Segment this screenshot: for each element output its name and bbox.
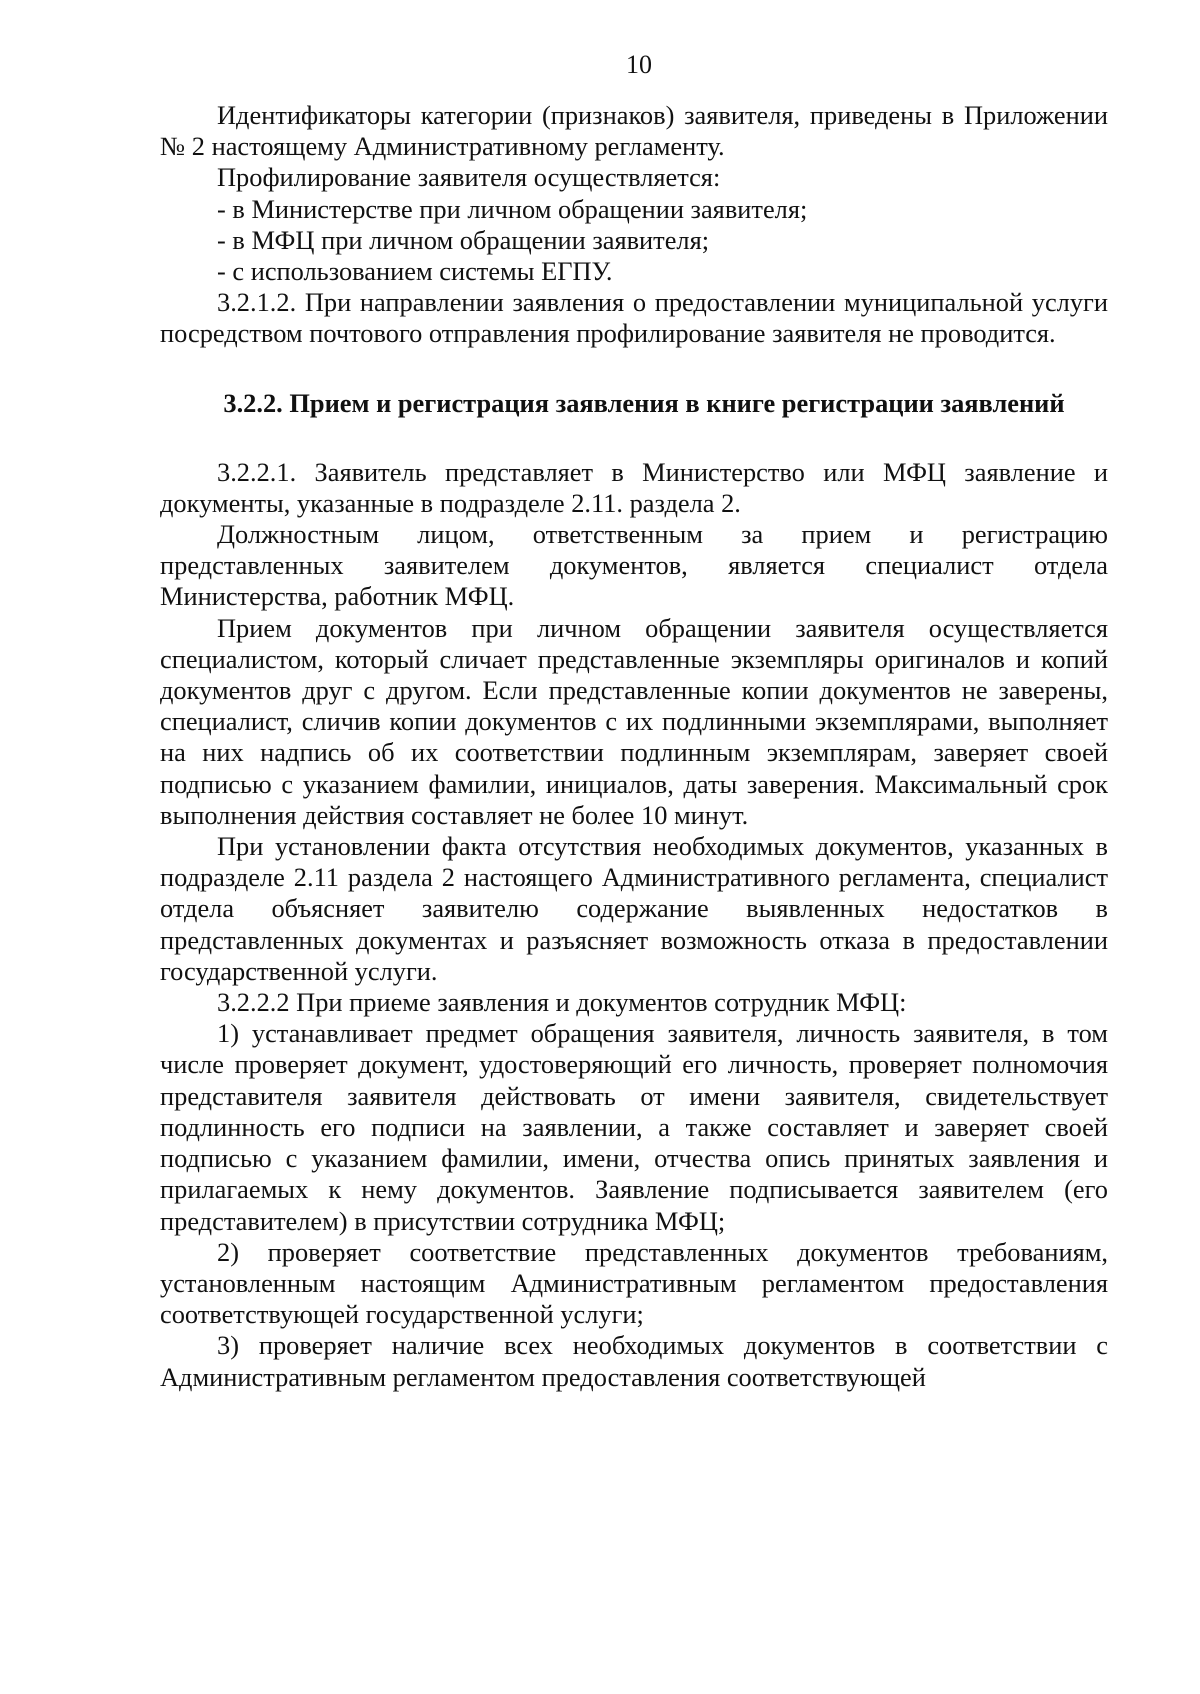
list-item-egpu: - с использованием системы ЕГПУ. [217, 256, 613, 287]
document-body [160, 100, 1108, 1393]
list-item-ministry: - в Министерстве при личном обращении заявителя; [217, 193, 808, 224]
list-item-mfc: - в МФЦ при личном обращении заявителя; [217, 224, 710, 255]
list-item-2: 2) проверяет соответствие представленных документов требованиям, установленным настоящим Административным регламентом предоставления соответствующей государственной услуги; [160, 1236, 1108, 1330]
list-item-3: 3) проверяет наличие всех необходимых документов в соответствии с Административным регламентом предоставления соответствующей [160, 1330, 1108, 1392]
paragraph-responsible-official: Должностным лицом, ответственным за прием и регистрацию представленных заявителем документов, является специалист отдела Министерства, работник МФЦ. [160, 519, 1108, 612]
list-item-1: 1) устанавливает предмет обращения заявителя, личность заявителя, в том числе проверяет документ, удостоверяющий его личность, проверяет полномочия представителя заявителя действовать от имени заявителя, свидетельствует подлинность его подписи на заявлении, а также составляет и заверяет своей подписью с указанием фамилии, имени, отчества опись принятых заявления и прилагаемых к нему документов. Заявление подписывается заявителем (его представителем) в присутствии сотрудника МФЦ; [160, 1018, 1108, 1236]
paragraph-applicant-identifiers: Идентификаторы категории (признаков) заявителя, приведены в Приложении № 2 настоящему Административному регламенту. [160, 100, 1108, 162]
paragraph-3-2-2-2: 3.2.2.2 При приеме заявления и документов сотрудник МФЦ: [217, 987, 907, 1018]
paragraph-profiling-intro: Профилирование заявителя осуществляется: [217, 162, 721, 193]
paragraph-3-2-2-1: 3.2.2.1. Заявитель представляет в Министерство или МФЦ заявление и документы, указанные в подразделе 2.11. раздела 2. [160, 456, 1108, 518]
section-heading: 3.2.2. Прием и регистрация заявления в книге регистрации заявлений [223, 387, 1065, 418]
paragraph-document-reception: Прием документов при личном обращении заявителя осуществляется специалистом, который сличает представленные экземпляры оригиналов и копий документов друг с другом. Если представленные копии документов не заверены, специалист, сличив копии документов с их подлинными экземплярами, выполняет на них надпись об их соответствии подлинным экземплярам, заверяет своей подписью с указанием фамилии, инициалов, даты заверения. Максимальный срок выполнения действия составляет не более 10 минут. [160, 612, 1108, 830]
paragraph-missing-documents: При установлении факта отсутствия необходимых документов, указанных в подразделе 2.11 раздела 2 настоящего Административного регламента, специалист отдела объясняет заявителю содержание выявленных недостатков в представленных документах и разъясняет возможность отказа в предоставлении государственной услуги. [160, 831, 1108, 986]
paragraph-3-2-1-2: 3.2.1.2. При направлении заявления о предоставлении муниципальной услуги посредством почтового отправления профилирование заявителя не проводится. [160, 287, 1108, 349]
page-number: 10 [626, 50, 652, 79]
